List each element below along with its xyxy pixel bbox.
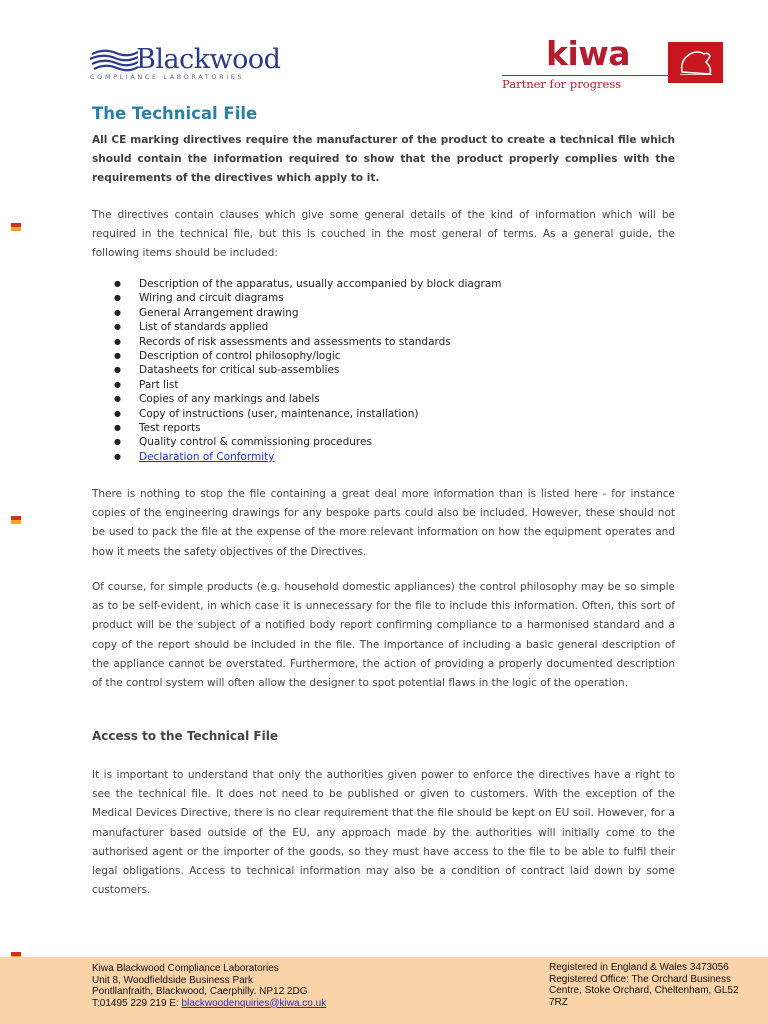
- footer-registered-number: Registered in England & Wales 3473056: [549, 962, 729, 973]
- kiwa-beaver-icon: [668, 42, 723, 83]
- paragraph-simple-products: Of course, for simple products (e.g. household domestic appliances) the control philosophy may be so simple as to be self-evident, in which case it is unnecessary for the file to include this information. Often, this sort of product will be the subject of a notified body report confirming compliance to a harmonised standard and a copy of the report should be included in the file. The importance of including a basic general description of the appliance cannot be overstated. Furthermore, the action of providing a properly documented description of the control system will often allow the designer to spot potential flaws in the logic of the operation.: [92, 581, 675, 690]
- list-item: ● Datasheets for critical sub-assemblies: [92, 363, 652, 377]
- paragraph-directives: The directives contain clauses which give some general details of the kind of information which will be required in the technical file, but this is couched in the most general of terms. As a general guide, the following items should be included:: [92, 209, 675, 260]
- list-item: ● Description of control philosophy/logic: [92, 349, 652, 363]
- margin-marker-icon: [11, 223, 21, 231]
- paragraph-access: It is important to understand that only the authorities given power to enforce the directives have a right to see the technical file. It does not need to be published or given to customers. With the exception of the Medical Devices Directive, there is no clear requirement that the file should be kept on EU soil. However, for a manufacturer based outside of the EU, any approach made by the authorities will initially come to the authorised agent or the importer of the goods, so they must have access to the file to be able to fulfil their legal obligations. Access to technical information may also be a condition of contract laid down by some customers.: [92, 769, 675, 897]
- kiwa-tagline: Partner for progress: [502, 77, 622, 91]
- page-footer: [0, 957, 768, 1024]
- blackwood-logo: [90, 44, 290, 84]
- footer-phone: T:01495 229 219 E:: [92, 997, 182, 1009]
- footer-registered-office: Registered Office: The Orchard Business Centre, Stoke Orchard, Cheltenham, GL52 7RZ: [549, 973, 739, 1008]
- footer-company: Kiwa Blackwood Compliance Laboratories: [92, 963, 279, 974]
- list-item: ● Quality control & commissioning procedures: [92, 435, 652, 449]
- footer-email-link[interactable]: blackwoodenquiries@kiwa.co.uk: [181, 997, 327, 1009]
- list-item: ● List of standards applied: [92, 320, 652, 334]
- footer-address: [92, 963, 326, 1009]
- list-item: ● Records of risk assessments and assessments to standards: [92, 335, 652, 349]
- list-item: ● Description of the apparatus, usually accompanied by block diagram: [92, 277, 652, 291]
- list-item: ● Copy of instructions (user, maintenance, installation): [92, 407, 652, 421]
- footer-address-line: Unit 8, Woodfieldside Business Park: [92, 974, 254, 986]
- declaration-of-conformity-link[interactable]: Declaration of Conformity: [139, 450, 275, 463]
- kiwa-divider: [502, 75, 722, 76]
- section-heading-access: Access to the Technical File: [92, 729, 278, 743]
- list-item: ● Part list: [92, 378, 652, 392]
- blackwood-subtitle: COMPLIANCE LABORATORIES: [90, 73, 245, 81]
- list-item: ● Wiring and circuit diagrams: [92, 291, 652, 305]
- paragraph-extra-information: There is nothing to stop the file containing a great deal more information than is listed here - for instance copies of the engineering drawings for any bespoke parts could also be included. However, these should not be used to pack the file at the expense of the more relevant information on how the equipment operates and how it meets the safety objectives of the Directives.: [92, 488, 675, 558]
- footer-registration: [549, 962, 749, 1008]
- kiwa-logo: [502, 34, 722, 92]
- kiwa-name: kiwa: [546, 34, 631, 73]
- list-item: ● Copies of any markings and labels: [92, 392, 652, 406]
- list-item: ● General Arrangement drawing: [92, 306, 652, 320]
- margin-marker-icon: [11, 516, 21, 524]
- blackwood-waves-icon: [90, 48, 138, 74]
- page-title: The Technical File: [92, 104, 258, 123]
- footer-address-line: Pontllanfraith, Blackwood, Caerphilly. NP12 2DG: [92, 986, 308, 997]
- required-items-list: [92, 277, 652, 464]
- list-item: ● Test reports: [92, 421, 652, 435]
- intro-paragraph: All CE marking directives require the manufacturer of the product to create a technical file which should contain the information required to show that the product properly complies with the requirements of the directives which apply to it.: [92, 134, 675, 185]
- footer-contact: [92, 998, 326, 1010]
- blackwood-name: Blackwood: [136, 44, 281, 75]
- list-item-declaration: [92, 450, 652, 464]
